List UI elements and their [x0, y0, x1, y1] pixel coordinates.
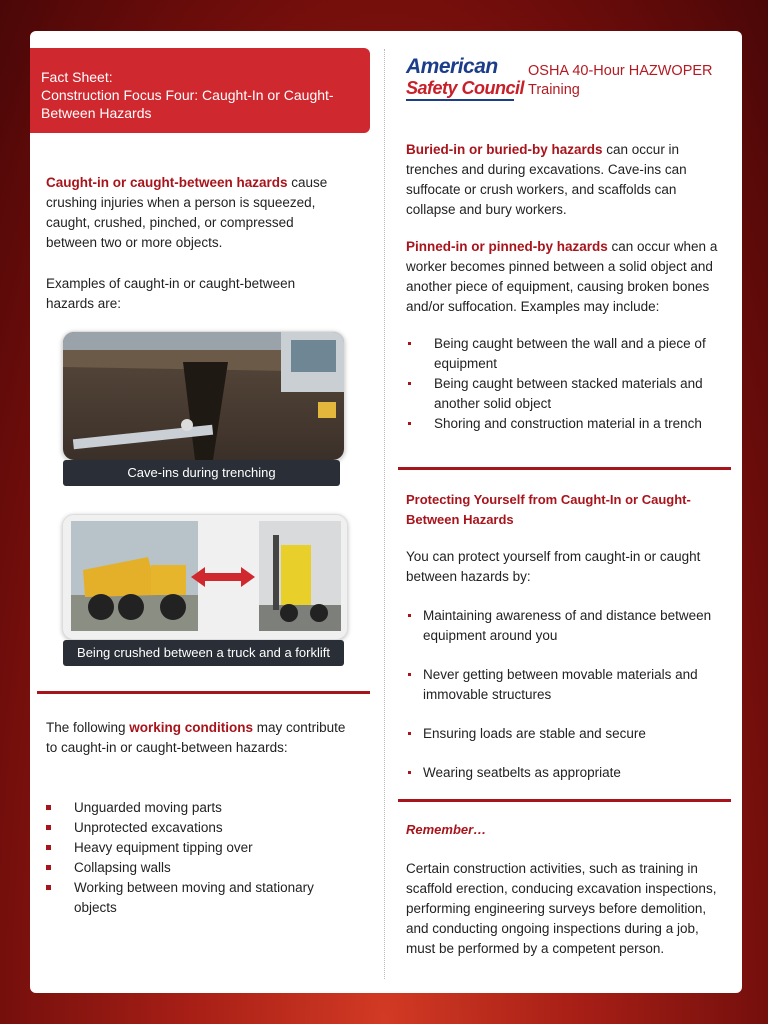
list-item: Working between moving and stationary objects	[46, 878, 346, 918]
column-divider	[384, 49, 385, 979]
right-section-rule-1	[398, 467, 731, 470]
header-line-3: Between Hazards	[41, 105, 152, 121]
protect-heading: Protecting Yourself from Caught-In or Caught-Between Hazards	[406, 492, 691, 527]
examples-intro: Examples of caught-in or caught-between hazards are:	[46, 276, 296, 311]
conditions-intro: The following working conditions may contribute to caught-in or caught-between hazards:	[46, 720, 346, 755]
list-item: Being caught between stacked materials and another solid object	[406, 374, 716, 414]
list-item: Shoring and construction material in a trench	[406, 414, 716, 434]
left-section-rule	[37, 691, 370, 694]
trench-photo	[62, 331, 345, 461]
conditions-list	[46, 798, 346, 918]
list-item: Ensuring loads are stable and secure	[406, 724, 716, 744]
list-item: Being caught between the wall and a piece of equipment	[406, 334, 716, 374]
photo2-caption: Being crushed between a truck and a forklift	[63, 640, 344, 666]
list-item: Heavy equipment tipping over	[46, 838, 346, 858]
list-item: Wearing seatbelts as appropriate	[406, 763, 716, 783]
course-title: OSHA 40-Hour HAZWOPER Training	[528, 63, 713, 98]
list-item: Unguarded moving parts	[46, 798, 346, 818]
photo1-caption: Cave-ins during trenching	[63, 460, 340, 486]
buried-paragraph: Buried-in or buried-by hazards can occur in trenches and during excavations. Cave-ins can suffocate or crush workers, and scaffolds can collapse and bury workers.	[406, 142, 687, 217]
header-line-1: Fact Sheet:	[41, 69, 113, 85]
remember-heading: Remember…	[406, 822, 487, 837]
american-safety-council-logo: American Safety Council	[406, 56, 526, 106]
header-banner	[30, 48, 370, 133]
header-line-2: Construction Focus Four: Caught-In or Caught-	[41, 87, 334, 103]
truck-forklift-photo	[62, 514, 348, 640]
pinned-paragraph: Pinned-in or pinned-by hazards can occur when a worker becomes pinned between a solid object and another piece of equipment, causing broken bones and/or suffocation. Examples may include:	[406, 239, 718, 314]
list-item: Collapsing walls	[46, 858, 346, 878]
remember-paragraph: Certain construction activities, such as training in scaffold erection, conducing excavation inspections, performing engineering surveys before demolition, and conducting ongoing inspections during a job, must be performed by a competent person.	[406, 861, 717, 956]
intro-paragraph: Caught-in or caught-between hazards cause crushing injuries when a person is squeezed, caught, crushed, pinched, or compressed between two or more objects.	[46, 175, 328, 250]
right-section-rule-2	[398, 799, 731, 802]
protect-list	[406, 606, 716, 783]
list-item: Never getting between movable materials and immovable structures	[406, 665, 716, 705]
protect-intro: You can protect yourself from caught-in or caught between hazards by:	[406, 549, 701, 584]
list-item: Maintaining awareness of and distance between equipment around you	[406, 606, 716, 646]
list-item: Unprotected excavations	[46, 818, 346, 838]
fact-sheet-page	[30, 31, 742, 993]
pinned-examples-list	[406, 334, 716, 434]
